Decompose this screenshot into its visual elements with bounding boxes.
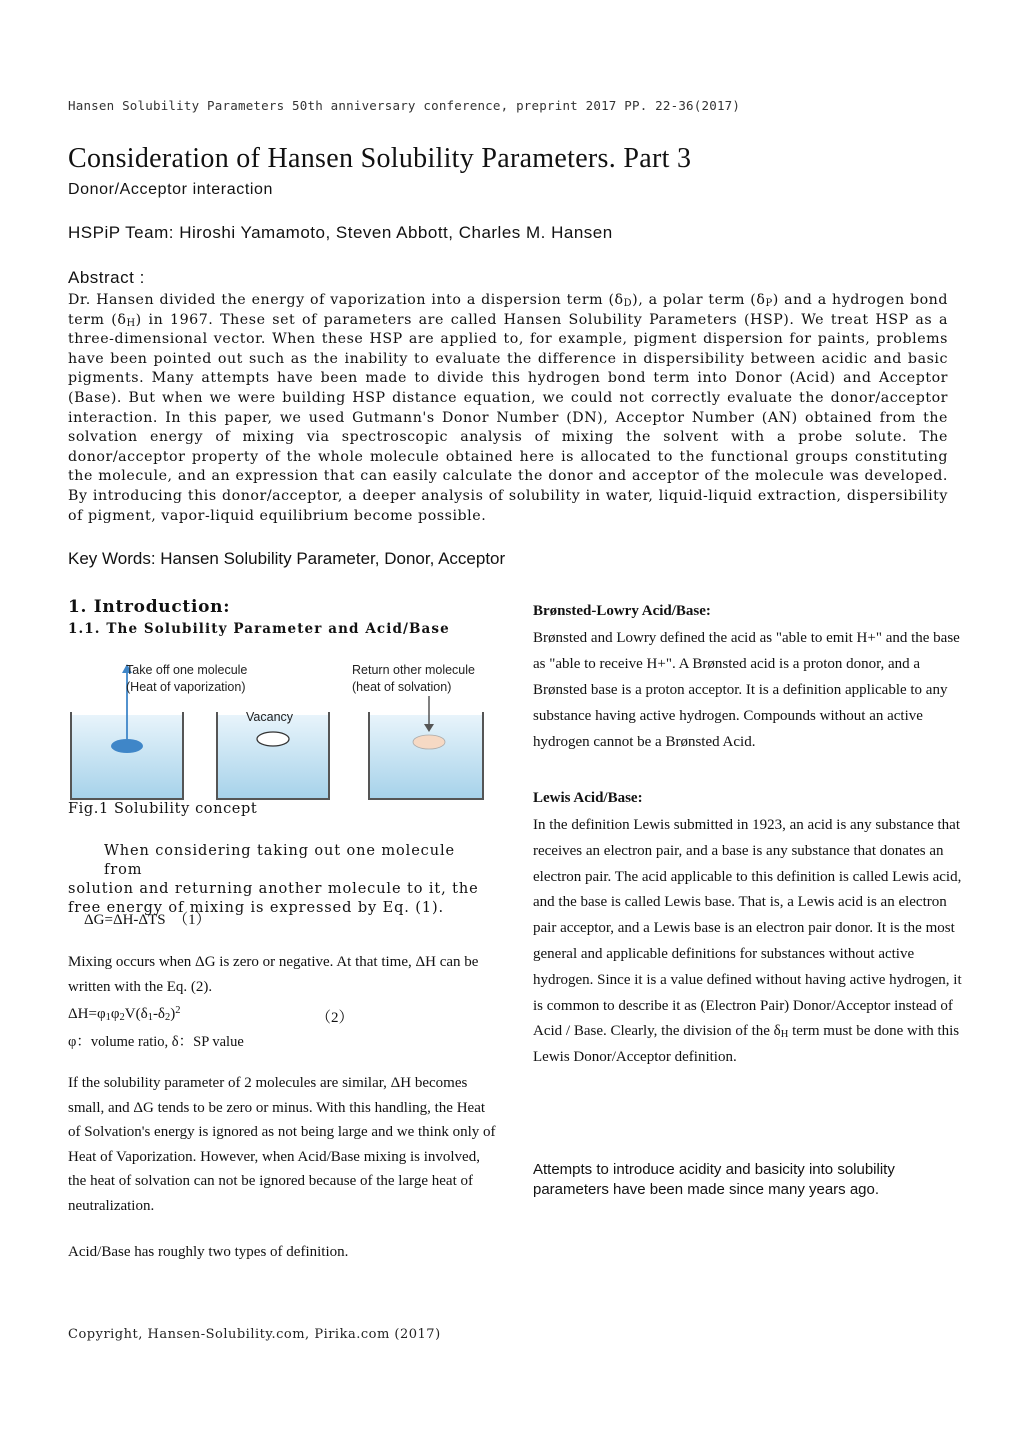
bronsted-text: Brønsted and Lowry defined the acid as "able to emit H+" and the base as "able to receive H+". A Brønsted acid is a proton donor, and a Brønsted base is a proton acceptor. It is a definition applicable to any substance having active hydrogen. Compounds without an active hydrogen cannot be a Brønsted Acid. (533, 630, 960, 750)
intro-paragraph-3: If the solubility parameter of 2 molecules are similar, ΔH becomes small, and ΔG tends to be zero or minus. With this handling, the Heat of Solvation's energy is ignored as not being large and we think only of Heat of Vaporization. However, when Acid/Base mixing is involved, the heat of solvation can not be ignored because of the large heat of neutralization. (68, 1075, 496, 1214)
equation-1: ΔG=ΔH-ΔTS （1） (84, 912, 211, 928)
intro-paragraph-2: Mixing occurs when ΔG is zero or negative. At that time, ΔH can be written with the Eq. (2). (68, 954, 479, 995)
label-heat-solvation: (heat of solvation) (352, 680, 452, 694)
abstract-label: Abstract : (68, 268, 145, 287)
attempts-paragraph: Attempts to introduce acidity and basicity into solubility parameters have been made since many years ago. (533, 1161, 895, 1198)
equation-2: $\Delta H=\varphi_1\varphi_2V(\delta_1-\delta_2)^2$ (68, 1005, 181, 1023)
lewis-heading: Lewis Acid/Base: (533, 790, 643, 806)
conference-header: Hansen Solubility Parameters 50th anniversary conference, preprint 2017 PP. 22-36(2017) (68, 98, 741, 113)
container-right (369, 696, 483, 799)
label-return: Return other molecule (352, 663, 475, 677)
copyright-footer: Copyright, Hansen-Solubility.com, Pirika.com (2017) (68, 1327, 441, 1342)
molecule-peach (413, 735, 445, 749)
intro-paragraph-1: When considering taking out one molecule from solution and returning another molecule to it, the free energy of mixing is expressed by Eq. (1). (68, 843, 479, 916)
subsection-heading: 1.1. The Solubility Parameter and Acid/Base (68, 621, 450, 637)
solubility-concept-figure (68, 660, 488, 800)
molecule-blue (111, 739, 143, 753)
lewis-text: In the definition Lewis submitted in 1923, an acid is any substance that receives an electron pair, and a base is any substance that donates an electron pair. The acid applicable to this definition is called Lewis acid, and the base is called Lewis base. That is, a Lewis acid is an electron pair acceptor, and a Lewis base is an electron pair donor. It is the most general and applicable definitions for substances without active hydrogen. Since it is a value defined without having active hydrogen, it is common to describe it as (Electron Pair) Donor/Acceptor instead of Acid / Base. Clearly, the division of the $\delta_H$ term must be done with this Lewis Donor/Acceptor definition. (533, 817, 962, 1066)
paper-subtitle: Donor/Acceptor interaction (68, 181, 274, 198)
authors-line: HSPiP Team: Hiroshi Yamamoto, Steven Abbott, Charles M. Hansen (68, 223, 613, 242)
bronsted-heading: Brønsted-Lowry Acid/Base: (533, 603, 711, 619)
label-heat-vaporization: (Heat of vaporization) (126, 680, 246, 694)
keywords-line: Key Words: Hansen Solubility Parameter, Donor, Acceptor (68, 549, 506, 568)
container-middle (217, 712, 329, 799)
paper-title: Consideration of Hansen Solubility Parameters. Part 3 (68, 143, 692, 174)
equation-2-number: （2） (316, 1010, 354, 1026)
label-vacancy: Vacancy (246, 710, 294, 724)
label-take-off: Take off one molecule (126, 663, 248, 677)
figure-caption: Fig.1 Solubility concept (68, 801, 258, 817)
section-heading-introduction: 1. Introduction: (68, 597, 231, 617)
intro-paragraph-4: Acid/Base has roughly two types of definition. (68, 1244, 349, 1260)
equation-note: φ：volume ratio, δ：SP value (68, 1034, 244, 1050)
abstract-text: Dr. Hansen divided the energy of vaporization into a dispersion term $(\delta_D)$, a polar term $(\delta_P)$ and a hydrogen bond term $(\delta_H)$ in 1967. These set of parameters are called Hansen Solubility Parameters (HSP). We treat HSP as a three-dimensional vector. When these HSP are applied to, for example, pigment dispersion for paints, problems have been pointed out such as the inability to evaluate the difference in dispersibility between acidic and basic pigments. Many attempts have been made to divide this hydrogen bond term into Donor (Acid) and Acceptor (Base). But when we were building HSP distance equation, we could not correctly evaluate the donor/acceptor interaction. In this paper, we used Gutmann's Donor Number (DN), Acceptor Number (AN) obtained from the solvation energy of mixing via spectroscopic analysis of mixing the solvent with a probe solute. The donor/acceptor property of the whole molecule obtained here is allocated to the functional groups constituting the molecule, and an expression that can easily calculate the donor and acceptor of the molecule was developed. By introducing this donor/acceptor, a deeper analysis of solubility in water, liquid-liquid extraction, dispersibility of pigment, vapor-liquid equilibrium become possible. (68, 292, 948, 524)
molecule-vacancy (257, 732, 289, 746)
